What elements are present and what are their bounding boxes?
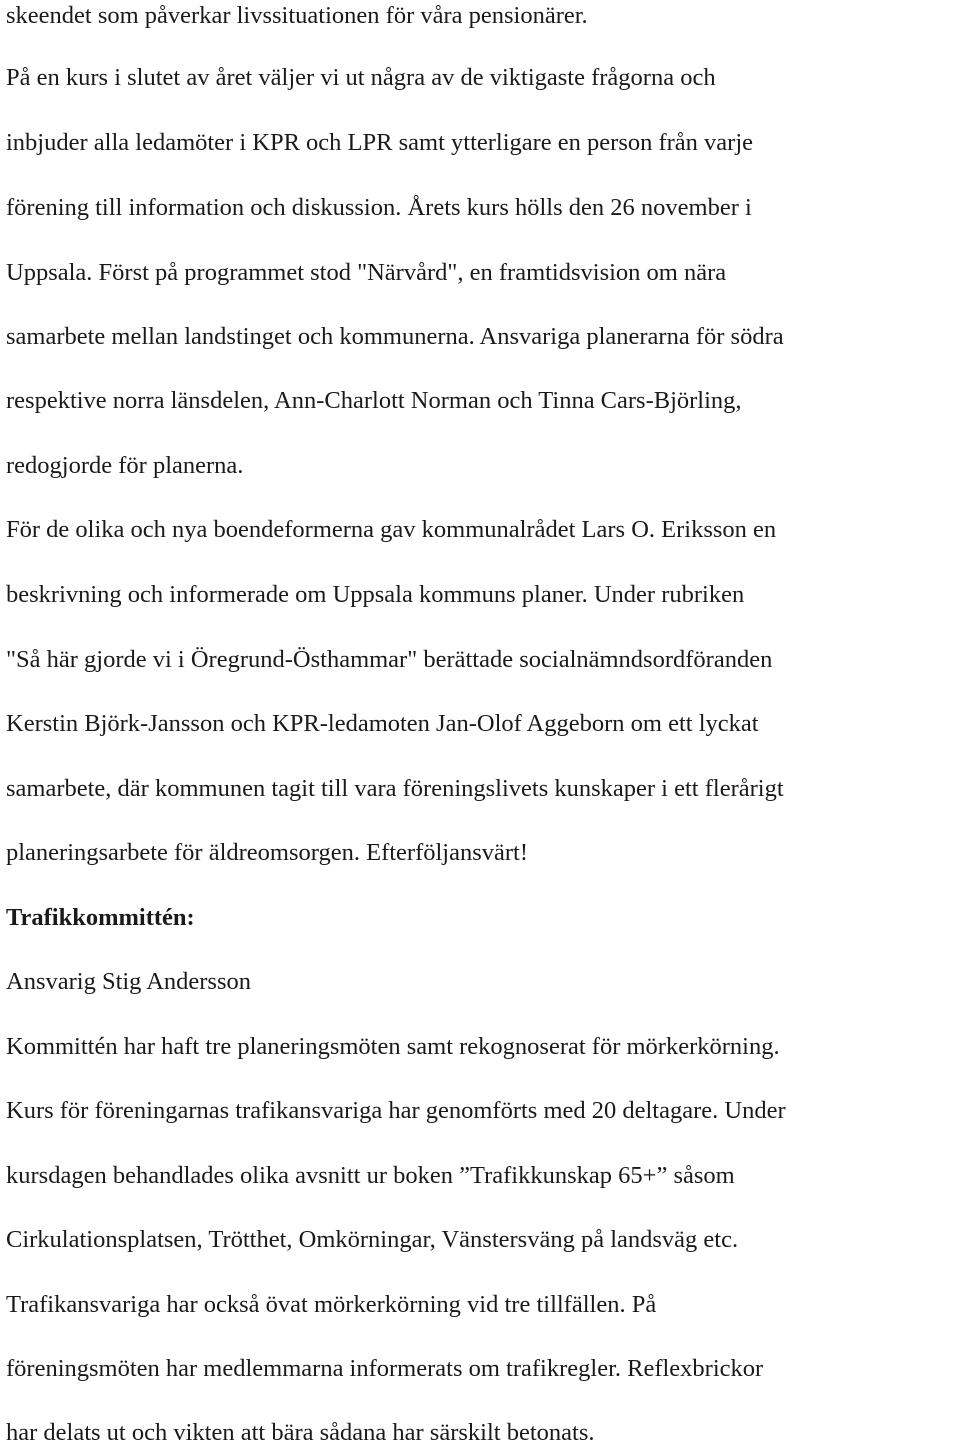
text-line: redogjorde för planerna. [6,452,244,479]
text-line: samarbete mellan landstinget och kommunerna. Ansvariga planerarna för södra [6,323,784,350]
text-line: har delats ut och vikten att bära sådana har särskilt betonats. [6,1419,595,1446]
text-line: samarbete, där kommunen tagit till vara föreningslivets kunskaper i ett flerårigt [6,775,784,802]
text-line: beskrivning och informerade om Uppsala kommuns planer. Under rubriken [6,581,745,608]
text-line: Ansvarig Stig Andersson [6,968,251,995]
text-line: respektive norra länsdelen, Ann-Charlott Norman och Tinna Cars-Björling, [6,387,742,414]
text-line: inbjuder alla ledamöter i KPR och LPR samt ytterligare en person från varje [6,129,754,156]
text-line: Kurs för föreningarnas trafikansvariga har genomförts med 20 deltagare. Under [6,1097,786,1124]
text-line: Uppsala. Först på programmet stod "Närvård", en framtidsvision om nära [6,259,727,286]
text-line: Trafikansvariga har också övat mörkerkörning vid tre tillfällen. På [6,1291,657,1318]
text-line: "Så här gjorde vi i Öregrund-Östhammar" berättade socialnämndsordföranden [6,646,773,673]
text-line: För de olika och nya boendeformerna gav kommunalrådet Lars O. Eriksson en [6,516,777,543]
text-line: Kommittén har haft tre planeringsmöten samt rekognoserat för mörkerkörning. [6,1033,780,1060]
text-line: förening till information och diskussion. Årets kurs hölls den 26 november i [6,194,752,221]
text-line: Kerstin Björk-Jansson och KPR-ledamoten Jan-Olof Aggeborn om ett lyckat [6,710,759,737]
text-line: Cirkulationsplatsen, Trötthet, Omkörningar, Vänstersväng på landsväg etc. [6,1226,739,1253]
text-line: föreningsmöten har medlemmarna informerats om trafikregler. Reflexbrickor [6,1355,764,1382]
text-line: kursdagen behandlades olika avsnitt ur boken ”Trafikkunskap 65+” såsom [6,1162,735,1189]
text-line: planeringsarbete för äldreomsorgen. Efterföljansvärt! [6,839,529,866]
text-line: skeendet som påverkar livssituationen för våra pensionärer. [6,2,588,29]
section-heading: Trafikkommittén: [6,904,195,931]
text-line: På en kurs i slutet av året väljer vi ut några av de viktigaste frågorna och [6,64,716,91]
